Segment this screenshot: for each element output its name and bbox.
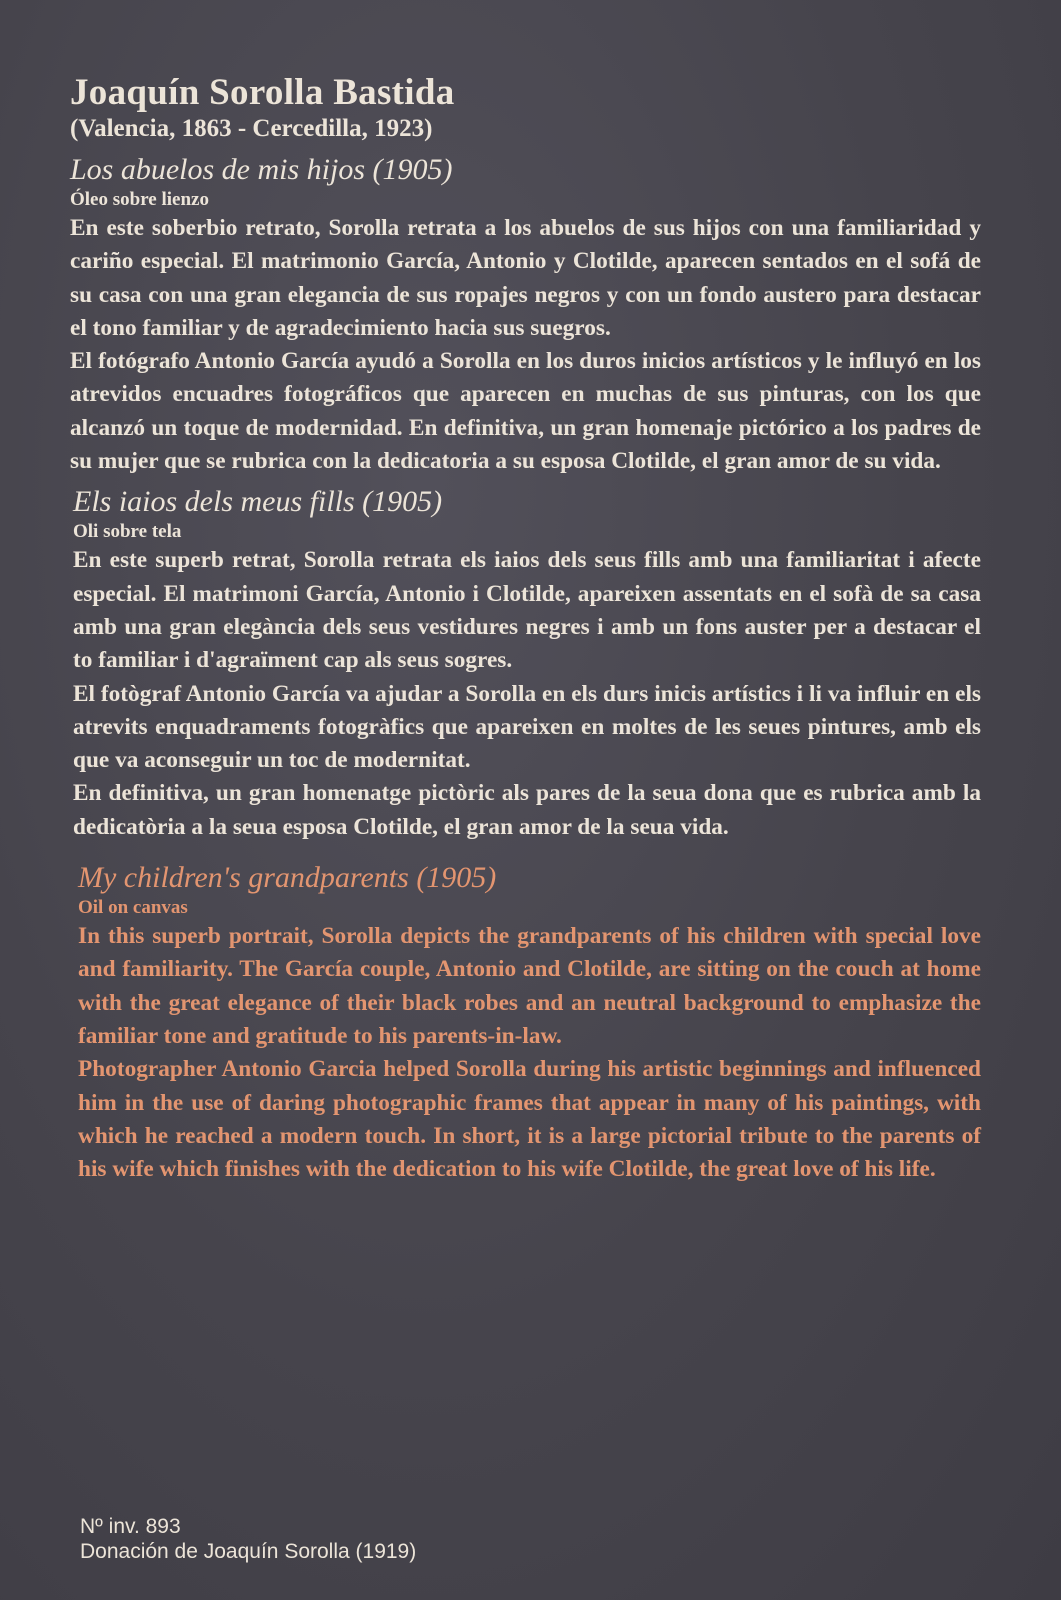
artwork-title-spanish: Los abuelos de mis hijos (1905) <box>70 153 453 186</box>
artwork-medium-english: Oil on canvas <box>78 897 188 919</box>
artist-dates: (Valencia, 1863 - Cercedilla, 1923) <box>70 115 433 142</box>
description-paragraph: En este soberbio retrato, Sorolla retrata a los abuelos de sus hijos con una familiaridad y cariño especial. El matrimonio García, Antonio y Clotilde, aparecen sentados en el sofá de su casa con una gran elegancia de sus ropajes negros y con un fondo austero para destacar el tono familiar y de agradecimiento hacia sus suegros. <box>70 215 981 341</box>
description-paragraph: Photographer Antonio Garcia helped Sorolla during his artistic beginnings and influenced him in the use of daring photographic frames that appear in many of his paintings, with which he reached a modern touch. In short, it is a large pictorial tribute to the parents of his wife which finishes with the dedication to his wife Clotilde, the great love of his life. <box>78 1056 981 1183</box>
catalan-section <box>70 484 981 844</box>
description-paragraph: In this superb portrait, Sorolla depicts the grandparents of his children with special love and familiarity. The García couple, Antonio and Clotilde, are sitting on the couch at home with the great elegance of their black robes and an neutral background to emphasize the familiar tone and gratitude to his parents-in-law. <box>78 923 981 1049</box>
label-footer <box>80 1514 416 1564</box>
english-section <box>70 860 981 1186</box>
inventory-number: Nº inv. 893 <box>80 1515 181 1538</box>
artwork-medium-catalan: Oli sobre tela <box>73 521 182 543</box>
artwork-medium-spanish: Óleo sobre lienzo <box>70 189 209 210</box>
description-paragraph: El fotógrafo Antonio García ayudó a Sorolla en los duros inicios artísticos y le influyó en los atrevidos encuadres fotográficos que aparecen en muchas de sus pinturas, con los que alcanzó un toque de modernidad. En definitiva, un gran homenaje pictórico a los padres de su mujer que se rubrica con la dedicatoria a su esposa Clotilde, el gran amor de su vida. <box>70 348 981 475</box>
artwork-title-catalan: Els iaios dels meus fills (1905) <box>73 485 443 519</box>
donation-credit: Donación de Joaquín Sorolla (1919) <box>80 1540 417 1563</box>
artwork-title-english: My children's grandparents (1905) <box>78 861 497 895</box>
spanish-section <box>70 152 981 478</box>
description-paragraph: El fotògraf Antonio García va ajudar a Sorolla en els durs inicis artístics i li va influir en els atrevits enquadraments fotogràfics que apareixen en moltes de les seues pintures, amb els que va aconseguir un toc de modernitat. <box>73 680 981 774</box>
description-paragraph: En este superb retrat, Sorolla retrata els iaios dels seus fills amb una familiaritat i afecte especial. El matrimoni García, Antonio i Clotilde, apareixen assentats en el sofà de sa casa amb una gran elegància dels seus vestidures negres i amb un fons auster per a destacar el to familiar i d'agraïment cap als seus sogres. <box>73 547 981 674</box>
artist-name: Joaquín Sorolla Bastida <box>70 72 455 113</box>
description-paragraph: En definitiva, un gran homenatge pictòric als pares de la seua dona que es rubrica amb la dedicatòria a la seua esposa Clotilde, el gran amor de la seua vida. <box>73 780 981 840</box>
